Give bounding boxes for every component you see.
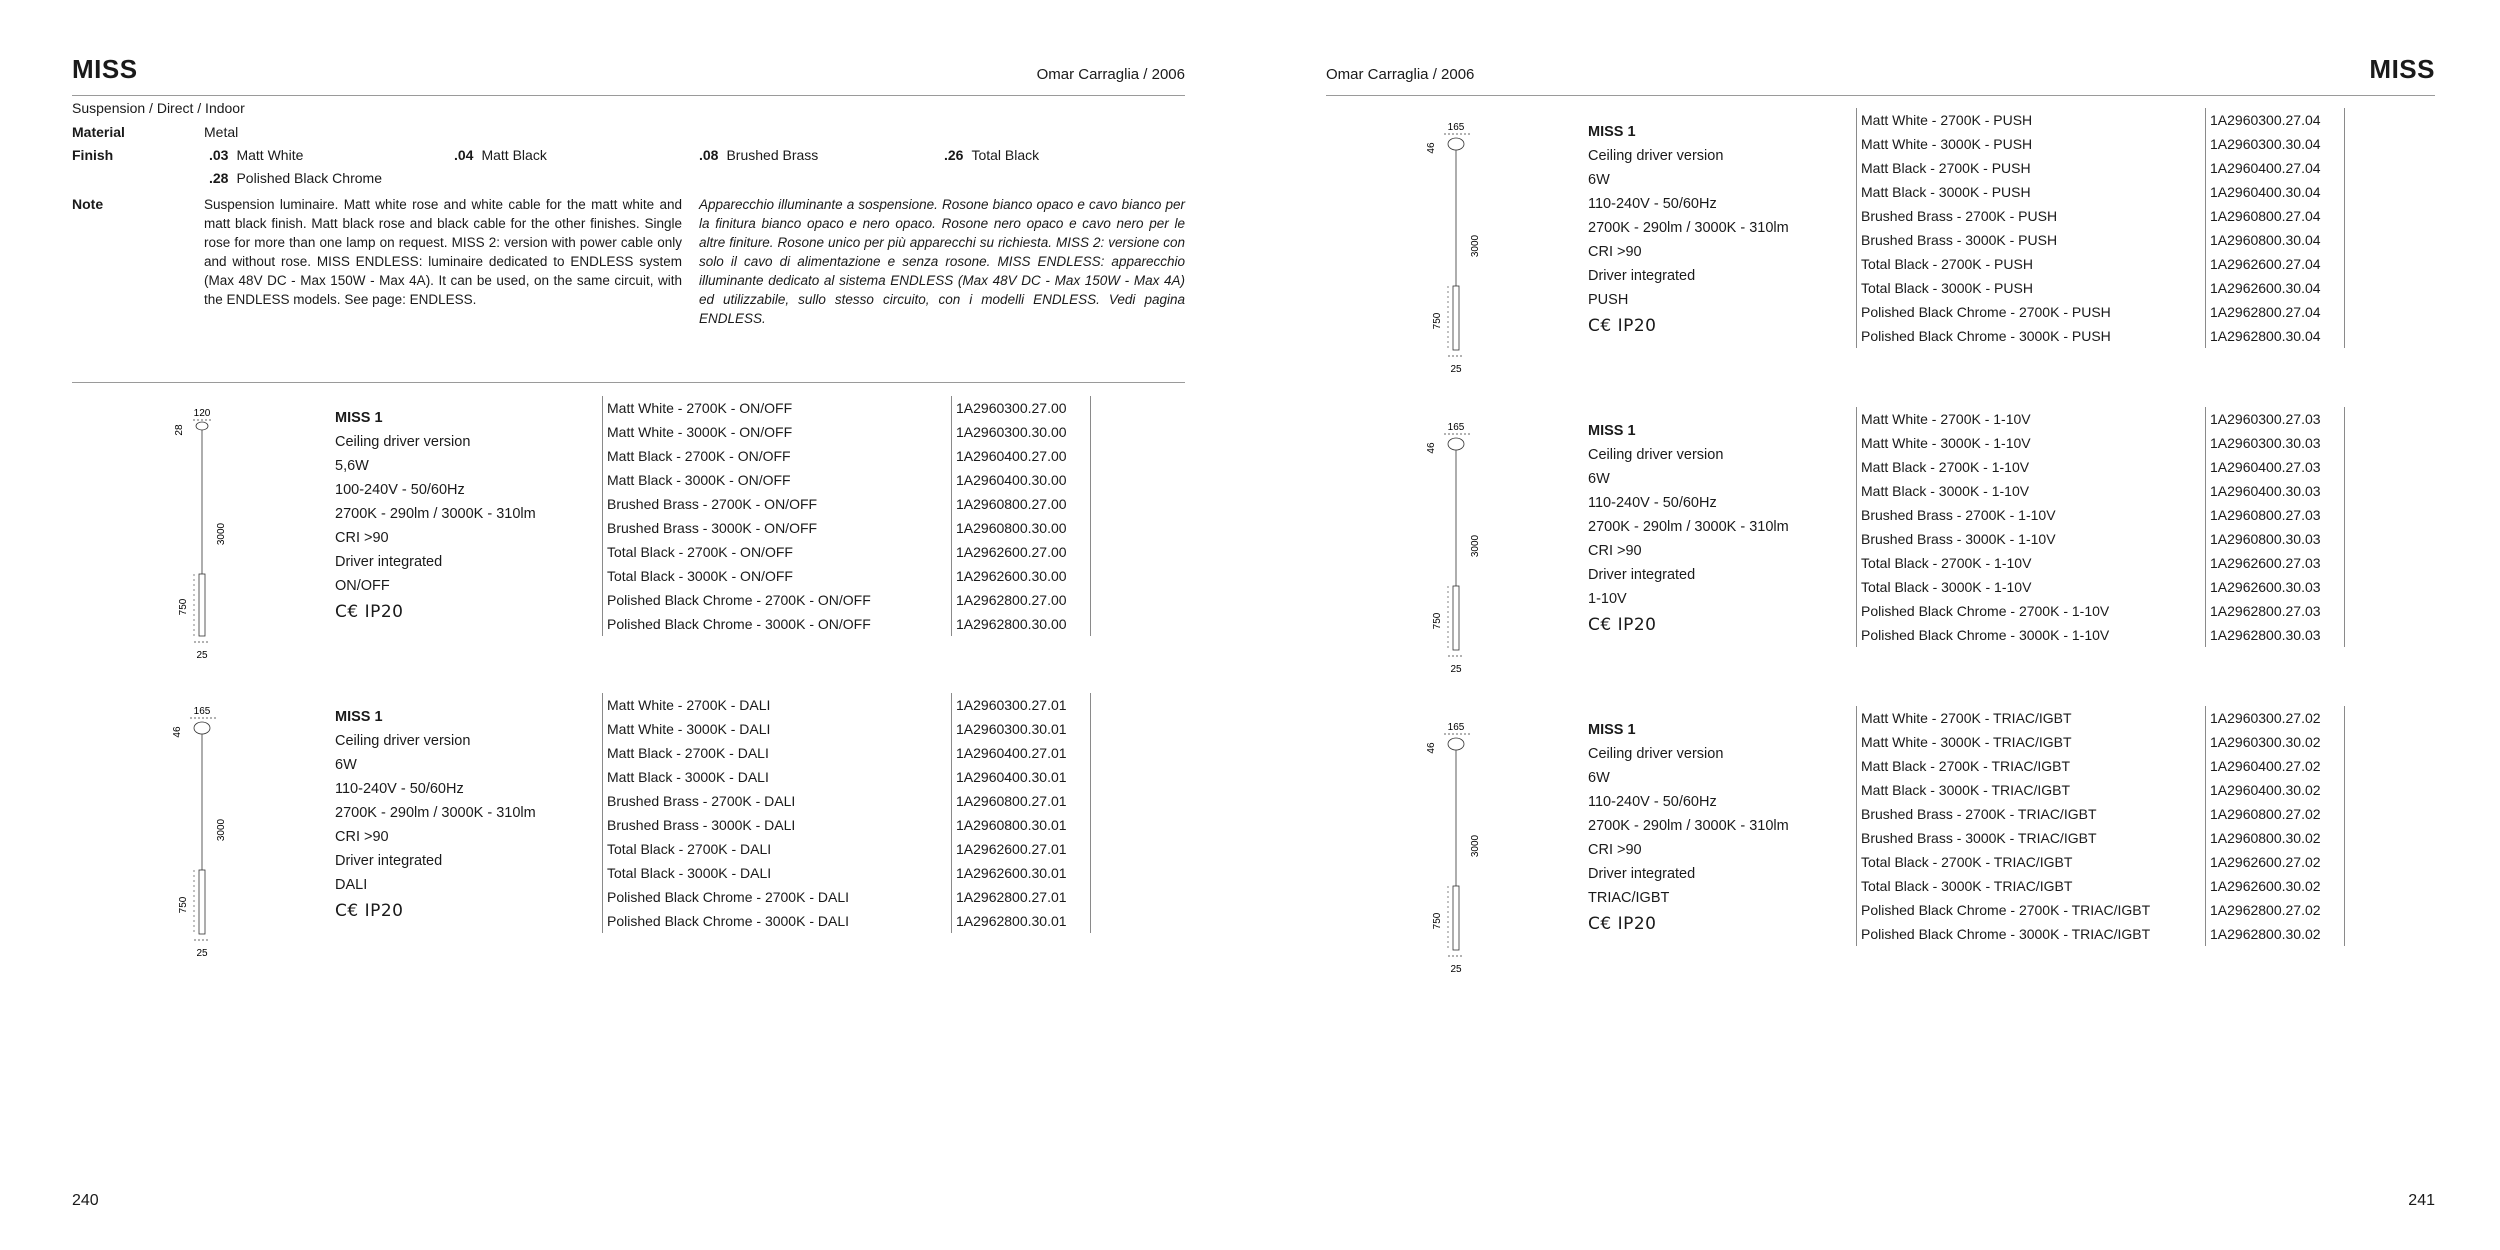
code-cell: 1A2960400.30.02 [2206,778,2345,802]
product-spec [1588,718,1789,936]
table-row [1857,228,2345,252]
code-cell: 1A2962800.30.00 [952,612,1091,636]
table-row [1857,324,2345,348]
variant-cell: Brushed Brass - 2700K - ON/OFF [603,492,952,516]
page-title: MISS [2369,54,2435,84]
spec-line: 100-240V - 50/60Hz [335,482,465,498]
section-rule [72,382,1185,383]
product-name: MISS 1 [1588,423,1636,439]
spec-line: Ceiling driver version [1588,447,1724,463]
code-cell: 1A2960800.27.03 [2206,503,2345,527]
code-cell: 1A2960300.30.04 [2206,132,2345,156]
material-value: Metal [204,124,239,140]
variant-cell: Brushed Brass - 3000K - DALI [603,813,952,837]
variant-cell: Polished Black Chrome - 3000K - PUSH [1857,324,2206,348]
code-cell: 1A2960800.30.02 [2206,826,2345,850]
table-row [603,885,1091,909]
table-row [1857,754,2345,778]
variant-cell: Total Black - 2700K - ON/OFF [603,540,952,564]
code-cell: 1A2960800.30.01 [952,813,1091,837]
variant-cell: Brushed Brass - 2700K - TRIAC/IGBT [1857,802,2206,826]
code-cell: 1A2960800.30.00 [952,516,1091,540]
spec-line: 6W [335,757,357,773]
table-row [1857,898,2345,922]
spec-line: 6W [1588,471,1610,487]
spec-line: Driver integrated [335,554,443,570]
variant-cell: Matt White - 2700K - 1-10V [1857,407,2206,431]
code-cell: 1A2960300.27.03 [2206,407,2345,431]
variant-cell: Total Black - 2700K - PUSH [1857,252,2206,276]
product-drawing [1422,118,1492,378]
code-cell: 1A2962800.30.01 [952,909,1091,933]
variant-cell: Total Black - 2700K - 1-10V [1857,551,2206,575]
table-row [603,492,1091,516]
spec-line: DALI [335,877,368,893]
code-cell: 1A2960300.27.01 [952,693,1091,717]
table-row [603,612,1091,636]
variant-cell: Matt Black - 2700K - 1-10V [1857,455,2206,479]
variant-cell: Matt Black - 3000K - ON/OFF [603,468,952,492]
table-row [603,516,1091,540]
product-code-table [1856,407,2345,647]
dim-body-label: 750 [1432,912,1443,930]
pendant-dimension-drawing [1422,118,1492,378]
code-cell: 1A2962800.27.00 [952,588,1091,612]
code-cell: 1A2960800.27.00 [952,492,1091,516]
spec-line: 2700K - 290lm / 3000K - 310lm [1588,519,1789,535]
variant-cell: Matt White - 3000K - ON/OFF [603,420,952,444]
table-row [1857,204,2345,228]
table-row [1857,276,2345,300]
code-cell: 1A2962600.27.03 [2206,551,2345,575]
dim-cable-label: 3000 [1470,834,1481,858]
table-row [603,468,1091,492]
table-row [1857,455,2345,479]
variant-cell: Brushed Brass - 2700K - PUSH [1857,204,2206,228]
page-number: 240 [72,1192,99,1209]
dim-side-label: 46 [1426,742,1437,754]
spec-line: 2700K - 290lm / 3000K - 310lm [335,805,536,821]
spec-line: Ceiling driver version [335,733,471,749]
dim-diameter-label: 25 [196,948,208,959]
table-row [1857,156,2345,180]
note-label: Note [72,196,104,212]
variant-cell: Matt Black - 3000K - TRIAC/IGBT [1857,778,2206,802]
table-row [1857,431,2345,455]
dim-cable-label: 3000 [1470,234,1481,258]
variant-cell: Total Black - 3000K - PUSH [1857,276,2206,300]
table-row [603,909,1091,933]
product-spec [1588,419,1789,637]
code-cell: 1A2960300.27.02 [2206,706,2345,730]
variant-cell: Matt Black - 3000K - PUSH [1857,180,2206,204]
certification-marks: C€ IP20 [335,901,404,921]
note-italian: Apparecchio illuminante a sospensione. Rosone bianco opaco e cavo bianco per la finitura bianco opaco e nero opaco. Rosone nero opaco e cavo nero per le altre finiture. Rosone unico per più apparecchi su richiesta. MISS 2: versione con solo il cavo di alimentazione e senza rosone. MISS ENDLESS: apparecchio illuminante dedicato al sistema ENDLESS (Max 48V DC - Max 150W - Max 4A) ed utilizzabile, sullo stesso circuito, con i modelli ENDLESS. Vedi pagina ENDLESS. [699,197,1185,326]
spec-line: CRI >90 [1588,244,1642,260]
header-rule [1326,95,2435,96]
product-drawing [168,404,238,664]
table-row [603,564,1091,588]
spec-line: 1-10V [1588,591,1627,607]
variant-cell: Total Black - 3000K - ON/OFF [603,564,952,588]
product-drawing [1422,418,1492,678]
finish-item: .08 Brushed Brass [699,147,819,163]
variant-cell: Brushed Brass - 3000K - TRIAC/IGBT [1857,826,2206,850]
table-row [1857,778,2345,802]
variant-cell: Polished Black Chrome - 2700K - 1-10V [1857,599,2206,623]
table-row [603,789,1091,813]
finish-item: .04 Matt Black [454,147,547,163]
variant-cell: Total Black - 2700K - DALI [603,837,952,861]
code-cell: 1A2962600.27.04 [2206,252,2345,276]
product-spec [335,705,536,923]
category-line: Suspension / Direct / Indoor [72,100,245,116]
dim-body-label: 750 [178,896,189,914]
code-cell: 1A2960400.30.00 [952,468,1091,492]
code-cell: 1A2960400.27.02 [2206,754,2345,778]
variant-cell: Polished Black Chrome - 3000K - TRIAC/IGBT [1857,922,2206,946]
dim-body-label: 750 [1432,312,1443,330]
dim-side-label: 46 [172,726,183,738]
code-cell: 1A2960400.27.04 [2206,156,2345,180]
variant-cell: Total Black - 2700K - TRIAC/IGBT [1857,850,2206,874]
table-row [603,588,1091,612]
spec-line: CRI >90 [335,829,389,845]
product-name: MISS 1 [1588,124,1636,140]
table-row [1857,503,2345,527]
table-row [1857,874,2345,898]
code-cell: 1A2960300.30.01 [952,717,1091,741]
code-cell: 1A2960400.27.01 [952,741,1091,765]
code-cell: 1A2960800.30.03 [2206,527,2345,551]
variant-cell: Polished Black Chrome - 3000K - 1-10V [1857,623,2206,647]
dim-cable-label: 3000 [216,522,227,546]
variant-cell: Matt Black - 2700K - DALI [603,741,952,765]
table-row [1857,802,2345,826]
spec-line: 6W [1588,172,1610,188]
variant-cell: Polished Black Chrome - 2700K - ON/OFF [603,588,952,612]
spec-line: Driver integrated [1588,866,1696,882]
table-row [603,444,1091,468]
table-row [1857,479,2345,503]
product-drawing [1422,718,1492,978]
table-row [1857,252,2345,276]
pendant-dimension-drawing [168,404,238,664]
code-cell: 1A2962800.27.03 [2206,599,2345,623]
spec-line: Driver integrated [335,853,443,869]
table-row [603,717,1091,741]
dim-body-label: 750 [1432,612,1443,630]
table-row [1857,850,2345,874]
variant-cell: Matt Black - 3000K - DALI [603,765,952,789]
spec-line: CRI >90 [1588,543,1642,559]
product-code-table [602,693,1091,933]
product-code-table [1856,706,2345,946]
spec-line: Ceiling driver version [1588,746,1724,762]
table-row [603,765,1091,789]
product-code-table [1856,108,2345,348]
spec-line: 2700K - 290lm / 3000K - 310lm [1588,818,1789,834]
product-spec [1588,120,1789,338]
spec-line: Driver integrated [1588,567,1696,583]
spec-line: 110-240V - 50/60Hz [1588,196,1717,212]
table-row [1857,551,2345,575]
finish-label: Finish [72,147,114,163]
table-row [603,540,1091,564]
dim-top-label: 165 [1447,122,1465,133]
code-cell: 1A2962800.30.04 [2206,324,2345,348]
spec-line: 110-240V - 50/60Hz [335,781,464,797]
dim-diameter-label: 25 [196,650,208,661]
designer-credit: Omar Carraglia / 2006 [1036,66,1185,83]
variant-cell: Polished Black Chrome - 2700K - DALI [603,885,952,909]
code-cell: 1A2960400.27.00 [952,444,1091,468]
dim-top-label: 165 [193,706,211,717]
page-title: MISS [72,54,138,84]
dim-body-label: 750 [178,598,189,616]
dim-diameter-label: 25 [1450,364,1462,375]
dim-cable-label: 3000 [1470,534,1481,558]
variant-cell: Brushed Brass - 3000K - 1-10V [1857,527,2206,551]
table-row [603,861,1091,885]
variant-cell: Matt White - 3000K - PUSH [1857,132,2206,156]
product-name: MISS 1 [1588,722,1636,738]
variant-cell: Matt Black - 3000K - 1-10V [1857,479,2206,503]
variant-cell: Matt Black - 2700K - TRIAC/IGBT [1857,754,2206,778]
code-cell: 1A2962600.30.02 [2206,874,2345,898]
table-row [1857,180,2345,204]
variant-cell: Total Black - 3000K - 1-10V [1857,575,2206,599]
certification-marks: C€ IP20 [1588,914,1657,934]
table-row [1857,407,2345,431]
code-cell: 1A2962600.30.03 [2206,575,2345,599]
spec-line: 110-240V - 50/60Hz [1588,794,1717,810]
spec-line: PUSH [1588,292,1629,308]
spec-line: CRI >90 [335,530,389,546]
product-drawing [168,702,238,962]
variant-cell: Matt Black - 2700K - ON/OFF [603,444,952,468]
variant-cell: Matt White - 3000K - 1-10V [1857,431,2206,455]
spec-line: Ceiling driver version [1588,148,1724,164]
variant-cell: Brushed Brass - 3000K - ON/OFF [603,516,952,540]
note-english: Suspension luminaire. Matt white rose and white cable for the matt white and matt black finish. Matt black rose and black cable for the other finishes. Single rose for more than one lamp on request. MISS 2: version with power cable only and without rose. MISS ENDLESS: luminaire dedicated to ENDLESS system (Max 48V DC - Max 150W - Max 4A). It can be used, on the same circuit, with the ENDLESS models. See page: ENDLESS. [204,197,682,307]
dim-side-label: 28 [174,424,185,436]
dim-top-label: 165 [1447,722,1465,733]
code-cell: 1A2960300.30.03 [2206,431,2345,455]
code-cell: 1A2962600.30.01 [952,861,1091,885]
code-cell: 1A2960800.27.04 [2206,204,2345,228]
dim-cable-label: 3000 [216,818,227,842]
code-cell: 1A2960800.27.01 [952,789,1091,813]
spec-line: CRI >90 [1588,842,1642,858]
variant-cell: Matt White - 2700K - ON/OFF [603,396,952,420]
pendant-dimension-drawing [1422,418,1492,678]
table-row [1857,599,2345,623]
material-label: Material [72,124,125,140]
table-row [603,693,1091,717]
table-row [1857,826,2345,850]
code-cell: 1A2962600.27.01 [952,837,1091,861]
spec-line: Driver integrated [1588,268,1696,284]
code-cell: 1A2962600.27.02 [2206,850,2345,874]
code-cell: 1A2962800.30.03 [2206,623,2345,647]
dim-diameter-label: 25 [1450,664,1462,675]
variant-cell: Matt White - 3000K - TRIAC/IGBT [1857,730,2206,754]
spec-line: 6W [1588,770,1610,786]
table-row [1857,527,2345,551]
variant-cell: Matt Black - 2700K - PUSH [1857,156,2206,180]
dim-side-label: 46 [1426,442,1437,454]
variant-cell: Total Black - 3000K - TRIAC/IGBT [1857,874,2206,898]
product-name: MISS 1 [335,709,383,725]
header-rule [72,95,1185,96]
code-cell: 1A2960400.30.04 [2206,180,2345,204]
dim-top-label: 120 [193,408,211,419]
table-row [1857,730,2345,754]
variant-cell: Polished Black Chrome - 3000K - ON/OFF [603,612,952,636]
table-row [1857,108,2345,132]
table-row [603,837,1091,861]
spec-line: ON/OFF [335,578,390,594]
spec-line: 5,6W [335,458,369,474]
code-cell: 1A2962800.27.01 [952,885,1091,909]
dim-top-label: 165 [1447,422,1465,433]
code-cell: 1A2960800.27.02 [2206,802,2345,826]
certification-marks: C€ IP20 [1588,615,1657,635]
code-cell: 1A2962800.27.02 [2206,898,2345,922]
table-row [603,813,1091,837]
table-row [1857,300,2345,324]
spec-line: 2700K - 290lm / 3000K - 310lm [1588,220,1789,236]
spec-line: 2700K - 290lm / 3000K - 310lm [335,506,536,522]
variant-cell: Brushed Brass - 3000K - PUSH [1857,228,2206,252]
variant-cell: Brushed Brass - 2700K - DALI [603,789,952,813]
variant-cell: Brushed Brass - 2700K - 1-10V [1857,503,2206,527]
table-row [1857,132,2345,156]
spec-line: 110-240V - 50/60Hz [1588,495,1717,511]
code-cell: 1A2960800.30.04 [2206,228,2345,252]
product-spec [335,406,536,624]
pendant-dimension-drawing [168,702,238,962]
code-cell: 1A2962800.30.02 [2206,922,2345,946]
table-row [1857,575,2345,599]
code-cell: 1A2960400.30.03 [2206,479,2345,503]
variant-cell: Polished Black Chrome - 2700K - PUSH [1857,300,2206,324]
code-cell: 1A2962600.27.00 [952,540,1091,564]
code-cell: 1A2962600.30.04 [2206,276,2345,300]
table-row [603,420,1091,444]
variant-cell: Matt White - 2700K - TRIAC/IGBT [1857,706,2206,730]
variant-cell: Matt White - 2700K - DALI [603,693,952,717]
dim-side-label: 46 [1426,142,1437,154]
spec-line: TRIAC/IGBT [1588,890,1670,906]
code-cell: 1A2960400.27.03 [2206,455,2345,479]
table-row [603,396,1091,420]
table-row [1857,706,2345,730]
code-cell: 1A2962600.30.00 [952,564,1091,588]
finish-item: .28 Polished Black Chrome [209,170,382,186]
table-row [1857,623,2345,647]
finish-item: .03 Matt White [209,147,304,163]
code-cell: 1A2962800.27.04 [2206,300,2345,324]
dim-diameter-label: 25 [1450,964,1462,975]
designer-credit: Omar Carraglia / 2006 [1326,66,1475,83]
certification-marks: C€ IP20 [335,602,404,622]
page-number: 241 [2408,1192,2435,1209]
code-cell: 1A2960300.27.04 [2206,108,2345,132]
variant-cell: Polished Black Chrome - 2700K - TRIAC/IGBT [1857,898,2206,922]
variant-cell: Polished Black Chrome - 3000K - DALI [603,909,952,933]
variant-cell: Total Black - 3000K - DALI [603,861,952,885]
table-row [1857,922,2345,946]
code-cell: 1A2960300.27.00 [952,396,1091,420]
pendant-dimension-drawing [1422,718,1492,978]
variant-cell: Matt White - 2700K - PUSH [1857,108,2206,132]
code-cell: 1A2960300.30.00 [952,420,1091,444]
code-cell: 1A2960300.30.02 [2206,730,2345,754]
finish-item: .26 Total Black [944,147,1040,163]
spec-line: Ceiling driver version [335,434,471,450]
product-code-table [602,396,1091,636]
certification-marks: C€ IP20 [1588,316,1657,336]
code-cell: 1A2960400.30.01 [952,765,1091,789]
table-row [603,741,1091,765]
product-name: MISS 1 [335,410,383,426]
variant-cell: Matt White - 3000K - DALI [603,717,952,741]
